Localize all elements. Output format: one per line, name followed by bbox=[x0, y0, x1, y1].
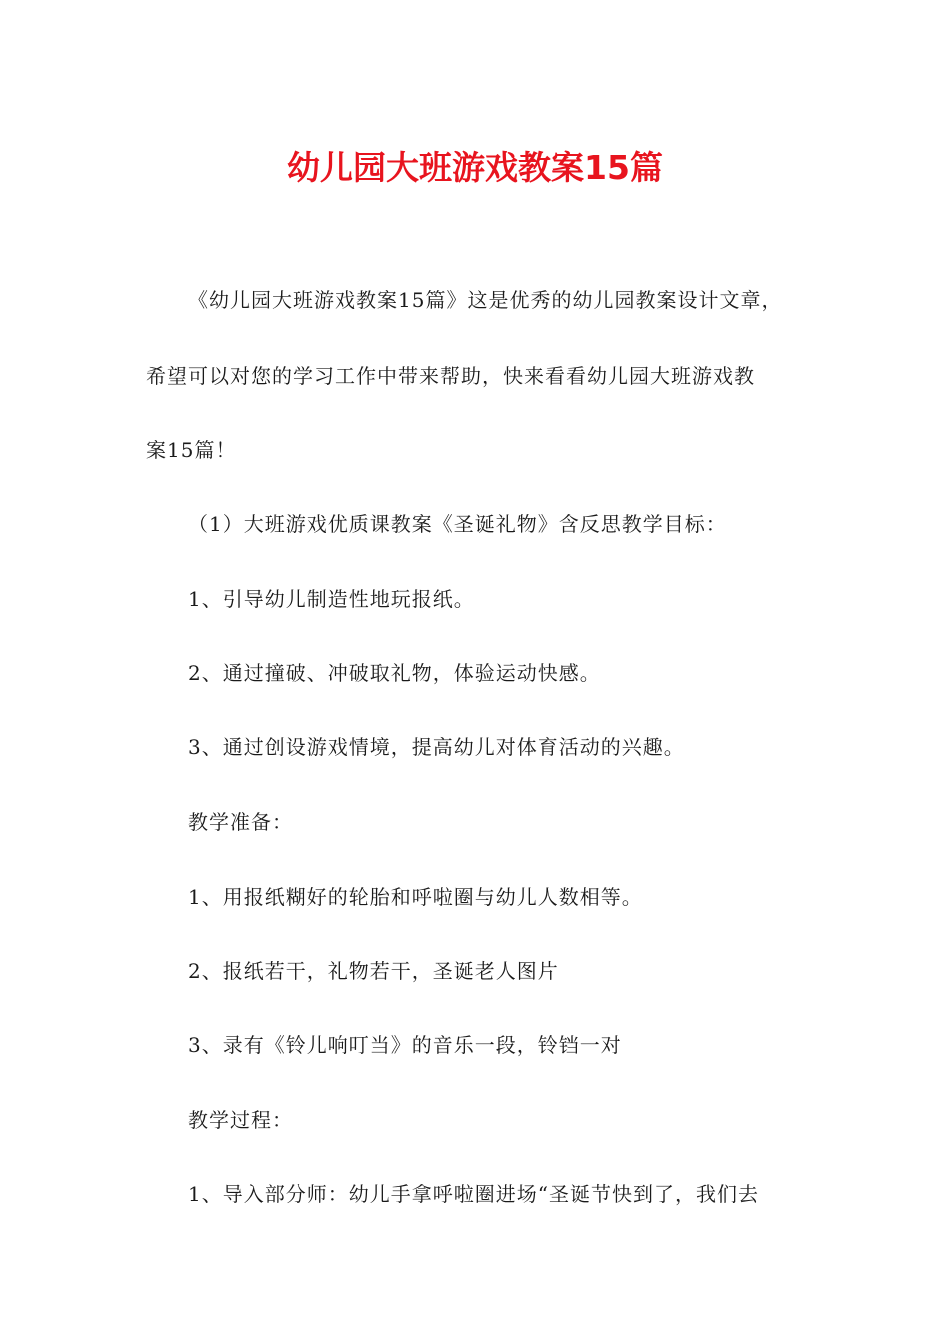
goal-item-3: 3、通过创设游戏情境，提高幼儿对体育活动的兴趣。 bbox=[188, 735, 685, 759]
document-title: 幼儿园大班游戏教案15篇 bbox=[287, 148, 663, 187]
prep-heading: 教学准备： bbox=[188, 810, 293, 834]
intro-line-2: 希望可以对您的学习工作中带来帮助，快来看看幼儿园大班游戏教 bbox=[146, 364, 755, 388]
prep-item-2: 2、报纸若干，礼物若干，圣诞老人图片 bbox=[188, 959, 559, 983]
intro-line-3: 案15篇！ bbox=[146, 438, 237, 462]
prep-item-3: 3、录有《铃儿响叮当》的音乐一段，铃铛一对 bbox=[188, 1033, 622, 1057]
goal-item-2: 2、通过撞破、冲破取礼物，体验运动快感。 bbox=[188, 661, 601, 685]
process-item-1: 1、导入部分师：幼儿手拿呼啦圈进场“圣诞节快到了，我们去 bbox=[188, 1182, 759, 1206]
process-heading: 教学过程： bbox=[188, 1108, 293, 1132]
prep-item-1: 1、用报纸糊好的轮胎和呼啦圈与幼儿人数相等。 bbox=[188, 885, 643, 909]
goal-item-1: 1、引导幼儿制造性地玩报纸。 bbox=[188, 587, 475, 611]
intro-line-1: 《幼儿园大班游戏教案15篇》这是优秀的幼儿园教案设计文章， bbox=[188, 288, 783, 312]
section-heading: （1）大班游戏优质课教案《圣诞礼物》含反思教学目标： bbox=[188, 512, 727, 536]
